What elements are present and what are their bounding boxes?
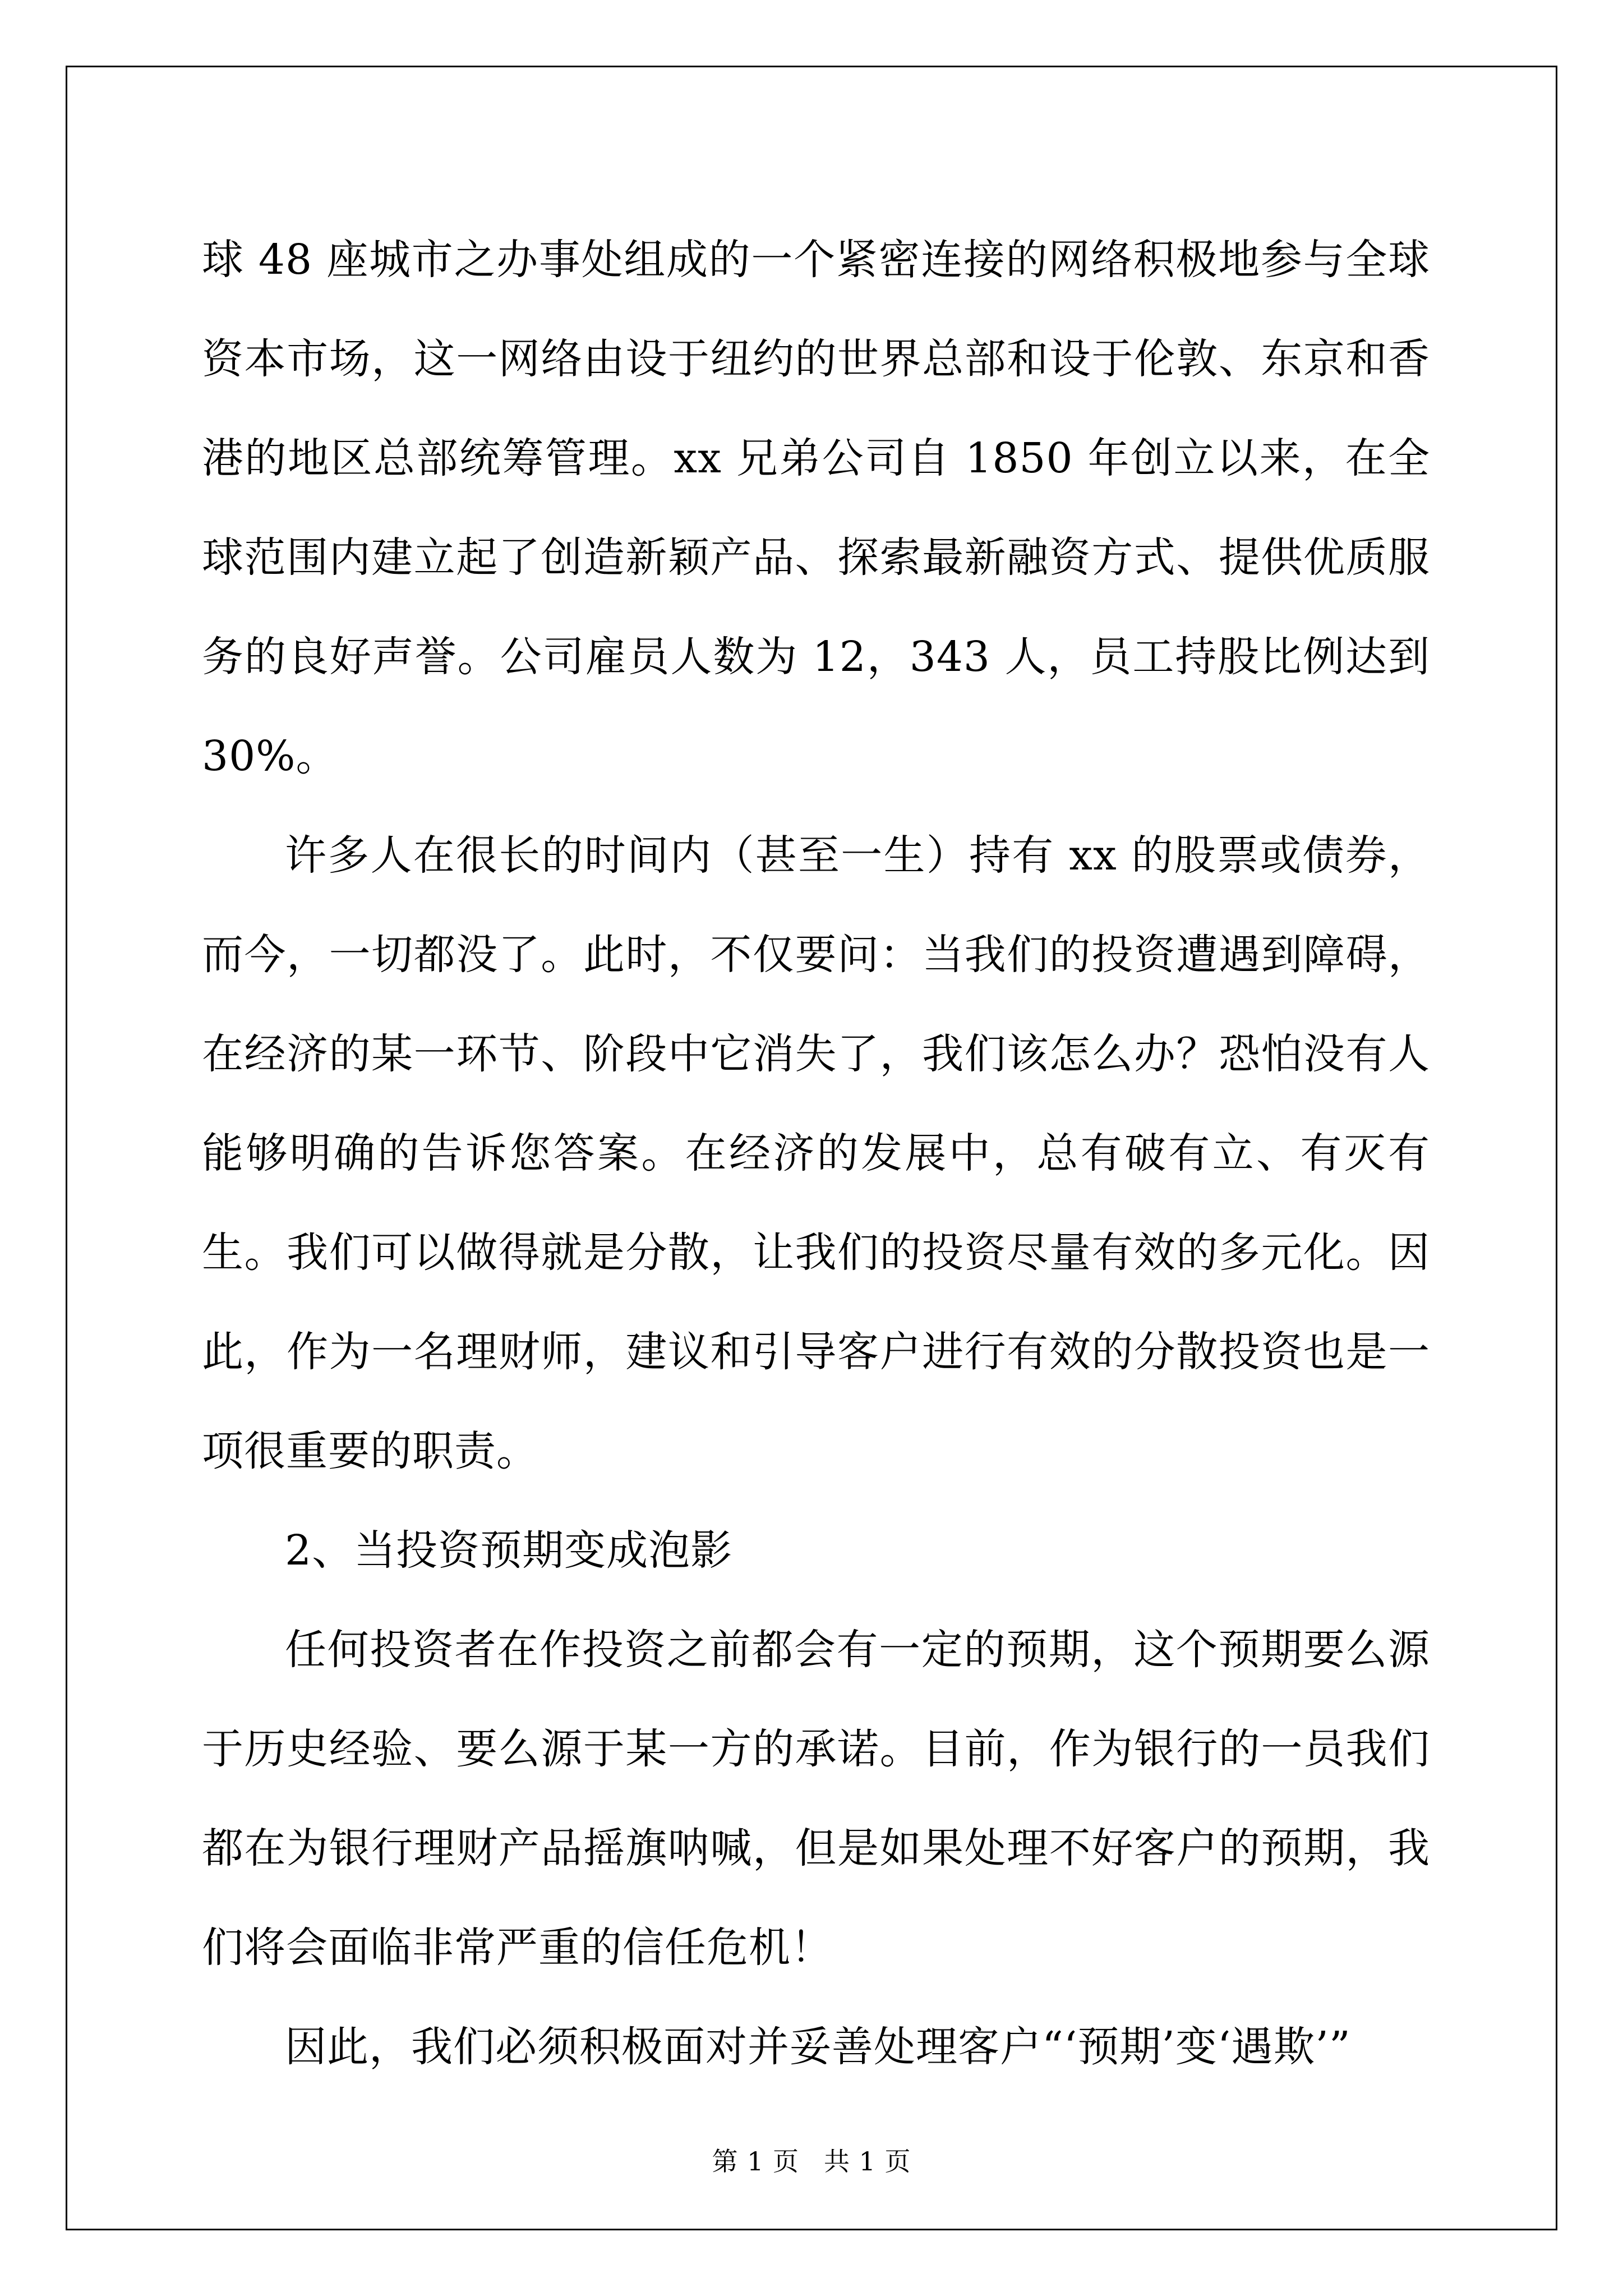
paragraph-investment-loss: 许多人在很长的时间内（甚至一生）持有 xx 的股票或债券，而今，一切都没了。此时，不仅要问：当我们的投资遭遇到障碍，在经济的某一环节、阶段中它消失了，我们该怎么办？恐怕没有人能够明确的告诉您答案。在经济的发展中，总有破有立、有灭有生。我们可以做得就是分散，让我们的投资尽量有效的多元化。因此，作为一名理财师，建议和引导客户进行有效的分散投资也是一项很重要的职责。 (202, 831, 1430, 1475)
page-footer (0, 2146, 1623, 2177)
paragraph-continuation: 球 48 座城市之办事处组成的一个紧密连接的网络积极地参与全球资本市场，这一网络由设于纽约的世界总部和设于伦敦、东京和香港的地区总部统筹管理。xx 兄弟公司自 1850 年创立以来，在全球范围内建立起了创造新颖产品、探索最新融资方式、提供优质服务的良好声誉。公司雇员人数为 12，343 人，员工持股比例达到 30%。 (202, 236, 1430, 780)
paragraph-conclusion: 因此，我们必须积极面对并妥善处理客户“‘预期’变‘遇欺’” (285, 2023, 1351, 2071)
document-body (202, 210, 1430, 2097)
page-number: 第 1 页 (712, 2146, 799, 2177)
paragraph-investment-expectation: 任何投资者在作投资之前都会有一定的预期，这个预期要么源于历史经验、要么源于某一方的承诺。目前，作为银行的一员我们都在为银行理财产品摇旗呐喊，但是如果处理不好客户的预期，我们将会面临非常严重的信任危机！ (202, 1626, 1430, 1972)
section-heading: 2、当投资预期变成泡影 (285, 1526, 733, 1575)
page-total: 共 1 页 (824, 2146, 911, 2177)
